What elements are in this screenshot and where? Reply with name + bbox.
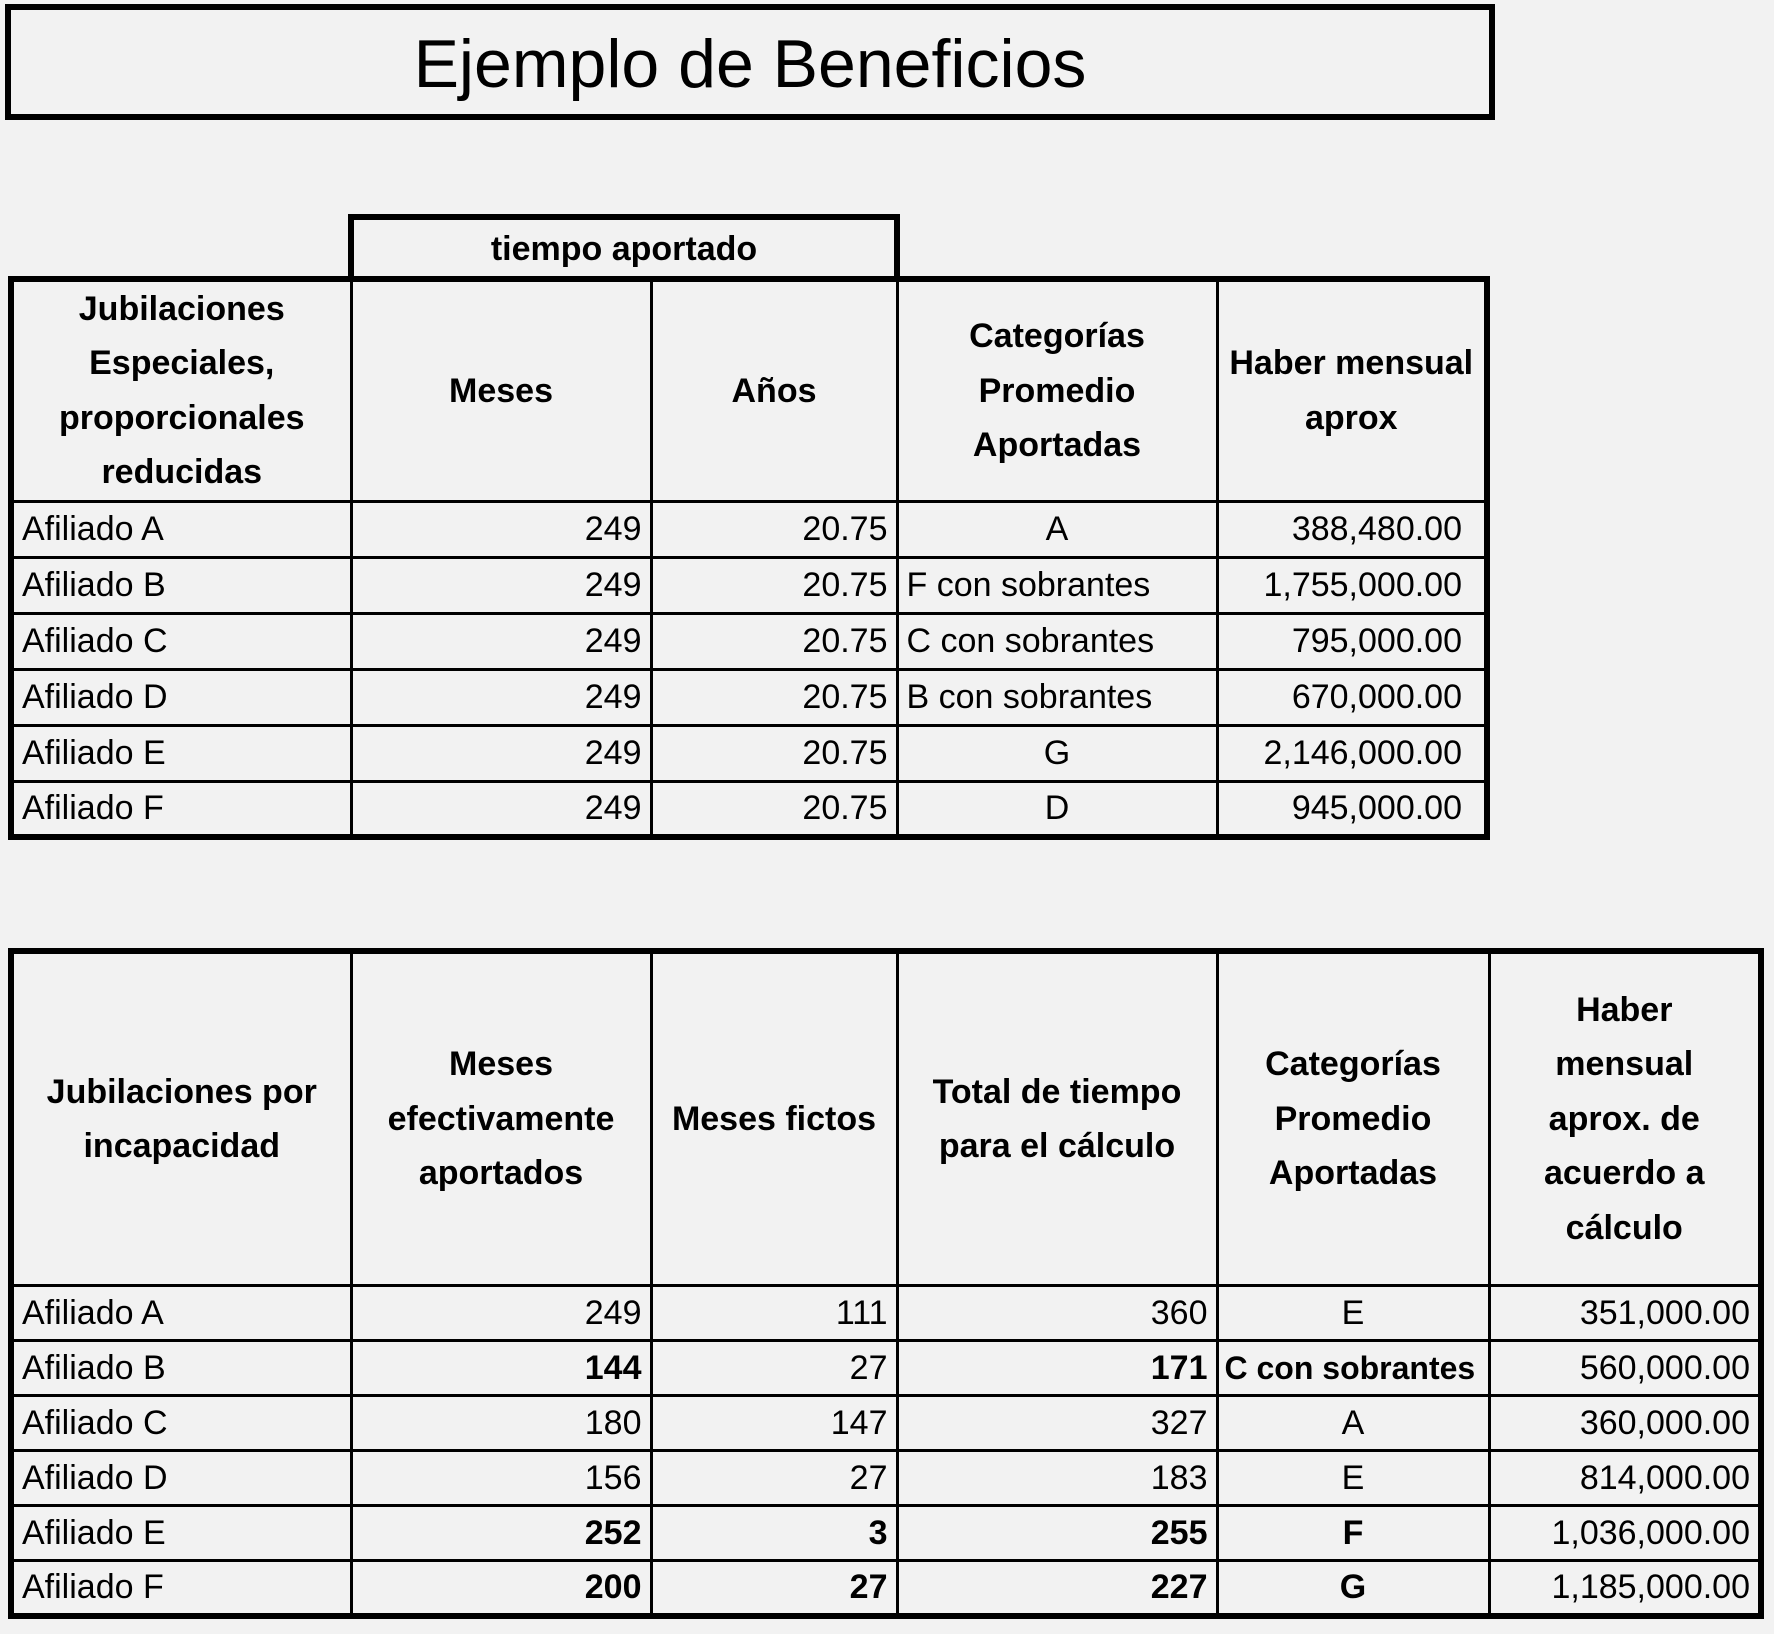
row-fictos: 147 (651, 1396, 897, 1451)
row-total: 183 (897, 1451, 1217, 1506)
row-haber: 560,000.00 (1489, 1341, 1761, 1396)
table-row (11, 1396, 1761, 1451)
header-haber: Haber mensual aprox (1217, 279, 1487, 501)
row-categoria: E (1217, 1286, 1489, 1341)
row-total: 360 (897, 1286, 1217, 1341)
row-haber: 351,000.00 (1489, 1286, 1761, 1341)
row-meses: 252 (351, 1506, 651, 1561)
row-meses: 200 (351, 1561, 651, 1616)
row-total: 171 (897, 1341, 1217, 1396)
row-categoria: C con sobrantes (897, 613, 1217, 669)
row-categoria: A (897, 501, 1217, 557)
row-categoria: B con sobrantes (897, 669, 1217, 725)
row-meses: 249 (351, 557, 651, 613)
row-meses: 156 (351, 1451, 651, 1506)
row-categoria: A (1217, 1396, 1489, 1451)
row-haber: 795,000.00 (1217, 613, 1487, 669)
row-name: Afiliado C (11, 1396, 351, 1451)
row-fictos: 111 (651, 1286, 897, 1341)
disability-retirement-table (8, 948, 1764, 1619)
row-anios: 20.75 (651, 613, 897, 669)
header-meses: Meses (351, 279, 651, 501)
row-fictos: 27 (651, 1451, 897, 1506)
table-row (11, 1451, 1761, 1506)
row-haber: 670,000.00 (1217, 669, 1487, 725)
header-total-tiempo: Total de tiempo para el cálculo (897, 951, 1217, 1286)
header-jubilaciones-incapacidad: Jubilaciones por incapacidad (11, 951, 351, 1286)
row-name: Afiliado A (11, 1286, 351, 1341)
header-haber-calculo: Haber mensual aprox. de acuerdo a cálculo (1489, 951, 1761, 1286)
row-haber: 1,185,000.00 (1489, 1561, 1761, 1616)
row-fictos: 27 (651, 1341, 897, 1396)
row-total: 327 (897, 1396, 1217, 1451)
header-categorias: Categorías Promedio Aportadas (1217, 951, 1489, 1286)
table-row (11, 1506, 1761, 1561)
table-row (11, 725, 1487, 781)
table-row (11, 669, 1487, 725)
row-name: Afiliado A (11, 501, 351, 557)
table-row (11, 557, 1487, 613)
row-meses: 249 (351, 613, 651, 669)
row-haber: 2,146,000.00 (1217, 725, 1487, 781)
table-row (11, 1561, 1761, 1616)
row-haber: 388,480.00 (1217, 501, 1487, 557)
row-total: 227 (897, 1561, 1217, 1616)
row-name: Afiliado C (11, 613, 351, 669)
special-retirement-table (8, 276, 1490, 840)
row-name: Afiliado F (11, 781, 351, 837)
header-jubilaciones-especiales: Jubilaciones Especiales, proporcionales reducidas (11, 279, 351, 501)
row-meses: 249 (351, 725, 651, 781)
row-name: Afiliado E (11, 725, 351, 781)
row-anios: 20.75 (651, 501, 897, 557)
row-haber: 1,755,000.00 (1217, 557, 1487, 613)
tiempo-aportado-header: tiempo aportado (348, 214, 900, 278)
table-row (11, 1341, 1761, 1396)
row-anios: 20.75 (651, 781, 897, 837)
row-anios: 20.75 (651, 669, 897, 725)
row-total: 255 (897, 1506, 1217, 1561)
header-meses-fictos: Meses fictos (651, 951, 897, 1286)
header-anios: Años (651, 279, 897, 501)
row-categoria: G (1217, 1561, 1489, 1616)
row-fictos: 3 (651, 1506, 897, 1561)
row-categoria: E (1217, 1451, 1489, 1506)
row-haber: 1,036,000.00 (1489, 1506, 1761, 1561)
row-anios: 20.75 (651, 725, 897, 781)
row-fictos: 27 (651, 1561, 897, 1616)
header-meses-efectivos: Meses efectivamente aportados (351, 951, 651, 1286)
table-row (11, 501, 1487, 557)
table-row (11, 781, 1487, 837)
row-name: Afiliado B (11, 1341, 351, 1396)
row-categoria: F con sobrantes (897, 557, 1217, 613)
row-name: Afiliado D (11, 1451, 351, 1506)
row-categoria: G (897, 725, 1217, 781)
row-name: Afiliado F (11, 1561, 351, 1616)
page-title: Ejemplo de Beneficios (5, 4, 1495, 120)
row-meses: 249 (351, 669, 651, 725)
row-haber: 360,000.00 (1489, 1396, 1761, 1451)
row-meses: 180 (351, 1396, 651, 1451)
row-meses: 249 (351, 501, 651, 557)
row-haber: 945,000.00 (1217, 781, 1487, 837)
row-name: Afiliado D (11, 669, 351, 725)
row-categoria: C con sobrantes (1217, 1341, 1489, 1396)
row-name: Afiliado E (11, 1506, 351, 1561)
row-categoria: D (897, 781, 1217, 837)
table-row (11, 1286, 1761, 1341)
row-categoria: F (1217, 1506, 1489, 1561)
header-categorias: Categorías Promedio Aportadas (897, 279, 1217, 501)
row-haber: 814,000.00 (1489, 1451, 1761, 1506)
row-meses: 249 (351, 781, 651, 837)
table-row (11, 613, 1487, 669)
row-meses: 144 (351, 1341, 651, 1396)
row-meses: 249 (351, 1286, 651, 1341)
row-name: Afiliado B (11, 557, 351, 613)
row-anios: 20.75 (651, 557, 897, 613)
